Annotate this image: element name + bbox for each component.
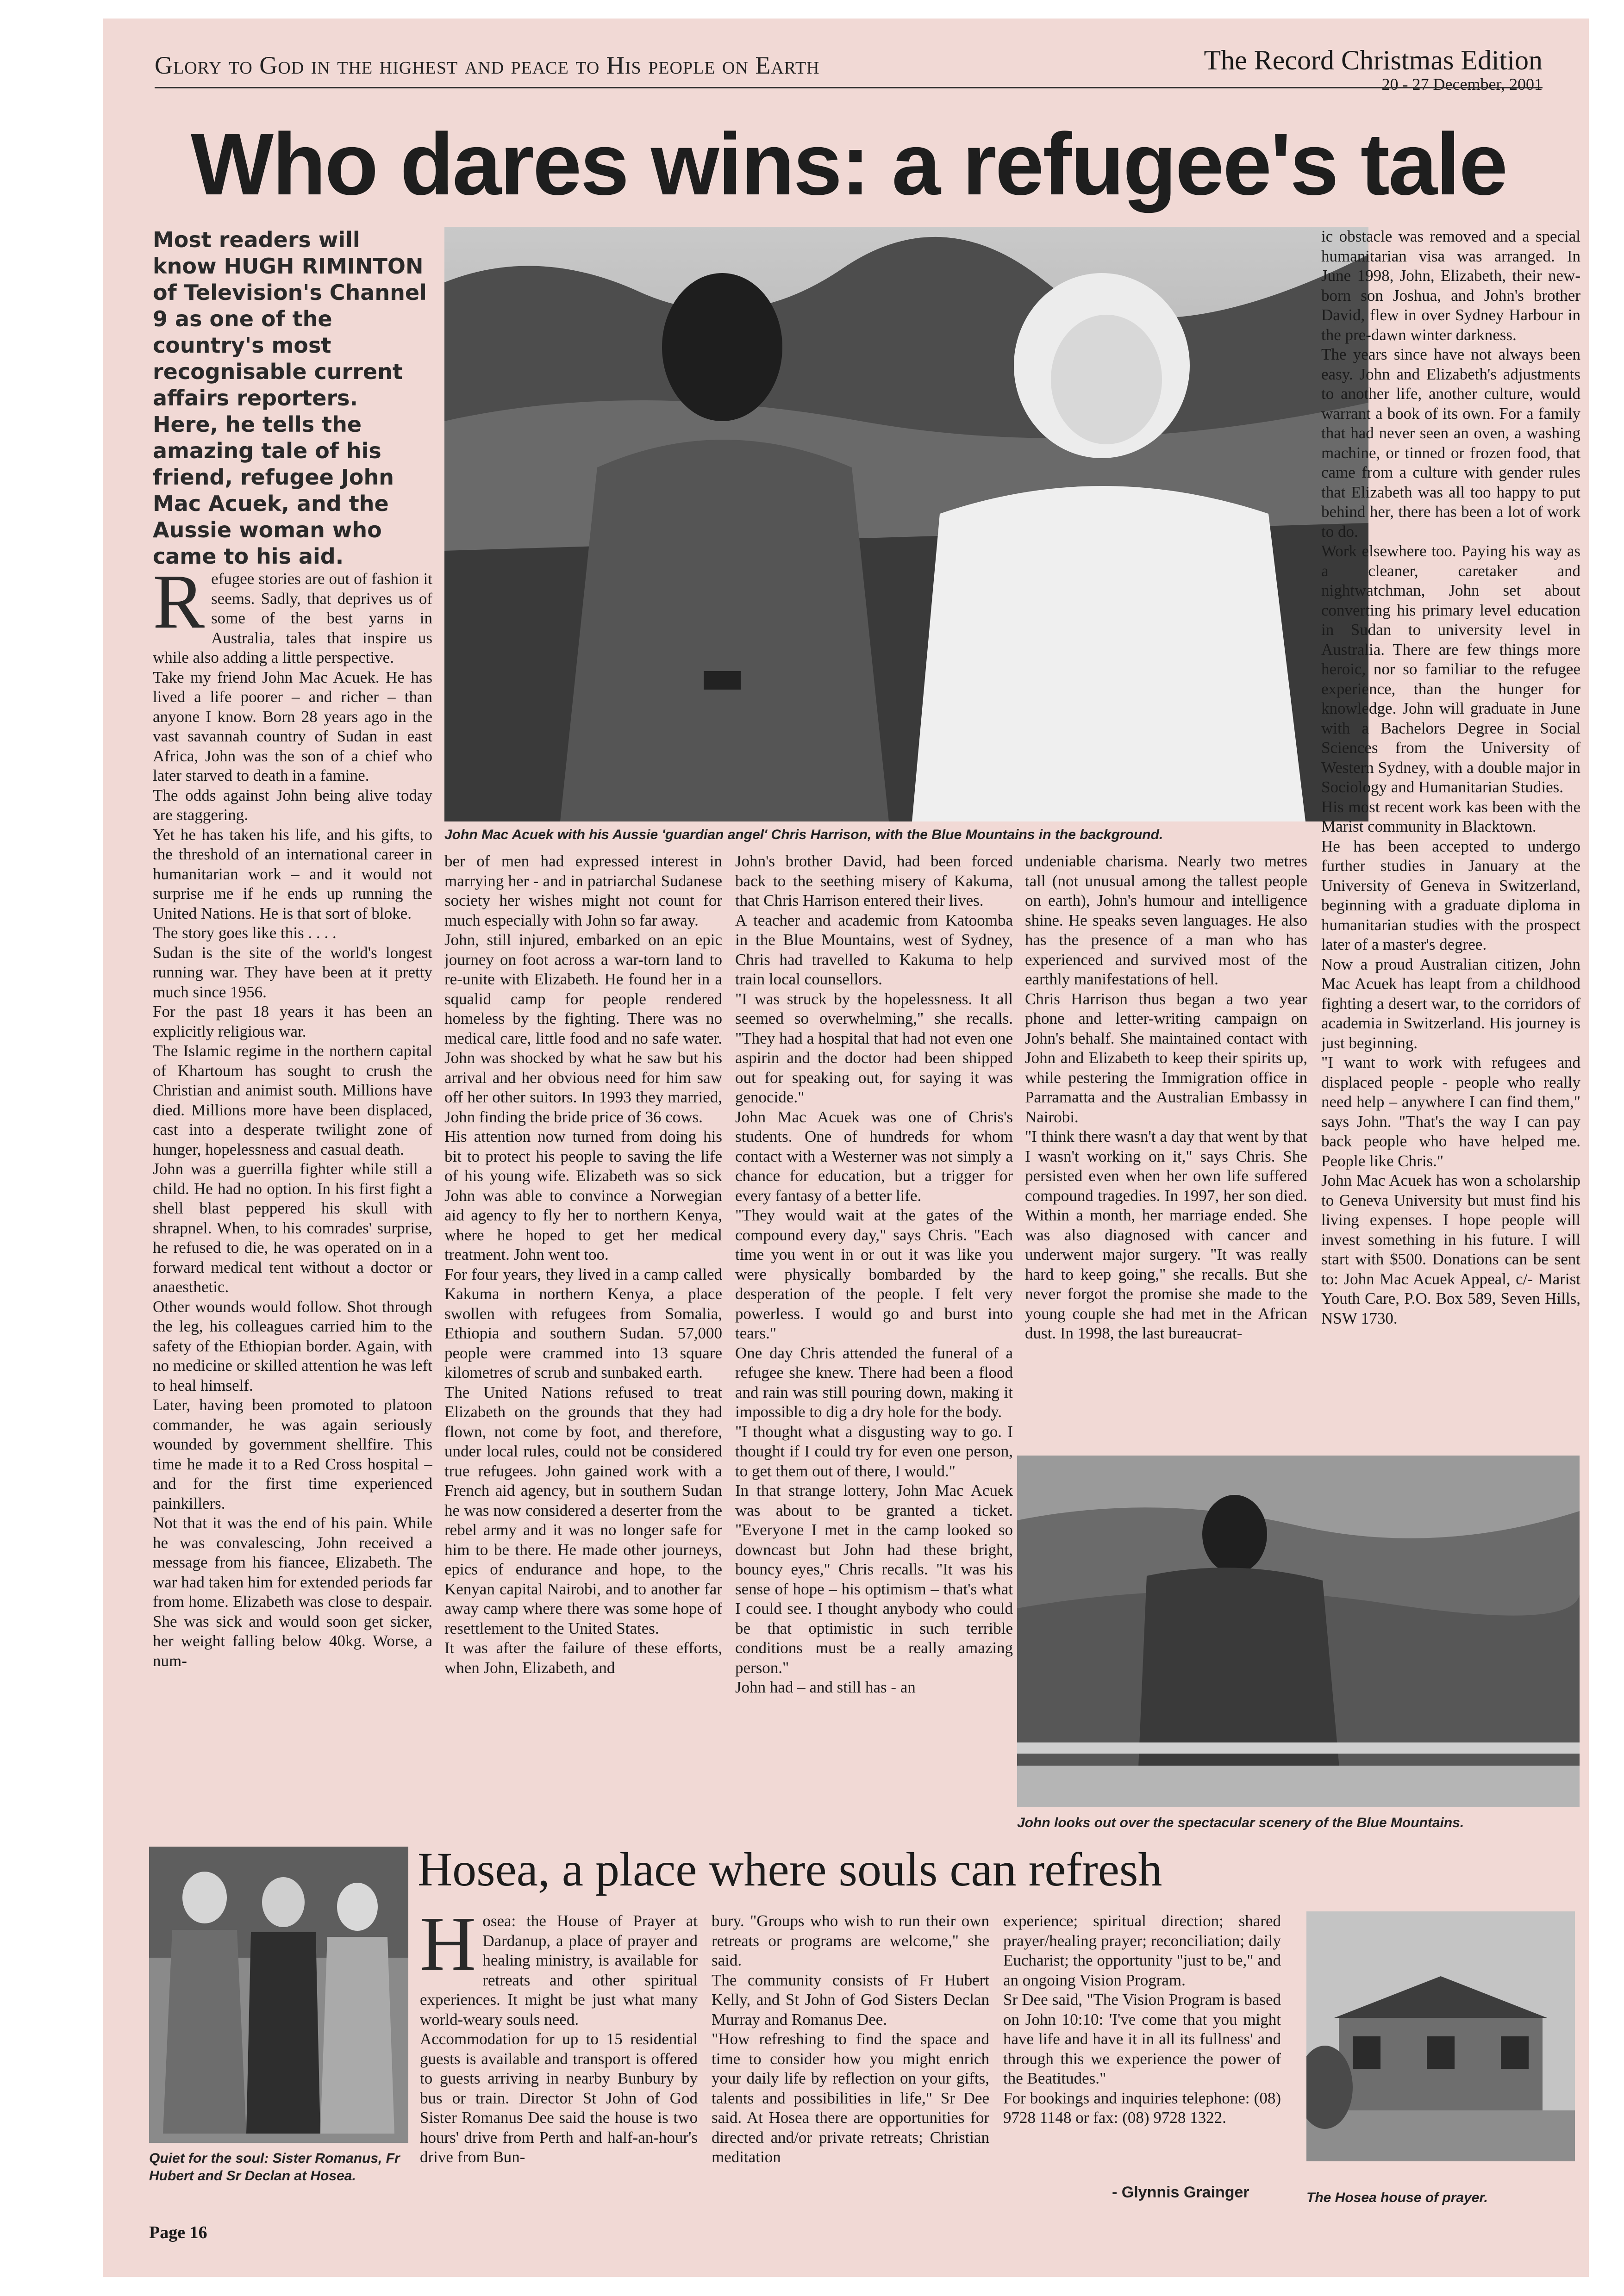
- feature-paragraph: undeniable charisma. Nearly two metres tall (not unusual among the tallest people on earth), John's humour and intelligence shine. He speaks seven languages. He also has the presence of a man who has experienced and survived most of the earthly manifestations of hell.: [1025, 852, 1307, 988]
- hosea-paragraph: Accommodation for up to 15 residential guests is available and transport is offered to guests arriving in nearby Bunbury by bus or train. Director St John of God Sister Romanus Dee said the house is two hours' drive from Perth and half-an-hour's drive from Bun-: [420, 2030, 698, 2166]
- feature-paragraph: John Mac Acuek was one of Chris's students. One of hundreds for whom contact with a Westerner was not simply a chance for education, but a trigger for every fantasy of a better life.: [735, 1108, 1013, 1205]
- hosea-house-caption: The Hosea house of prayer.: [1306, 2190, 1488, 2205]
- feature-headline: Who dares wins: a refugee's tale: [190, 115, 1507, 213]
- hosea-column-3: [1003, 1911, 1281, 2171]
- hosea-people-photo: [149, 1847, 408, 2143]
- feature-paragraph: "They would wait at the gates of the compound every day," says Chris. "Each time you went in or out it was like you were physically bombarded by the desperation of the people. I felt very powerless. I would go and burst into tears.": [735, 1206, 1013, 1342]
- feature-paragraph: The years since have not always been easy. John and Elizabeth's adjustments to another life, another culture, would warrant a book of its own. For a family that had never seen an oven, a washing machine, or tinned or frozen food, that came from a culture with gender rules that Elizabeth was all too happy to put behind her, there has been a lot of work to do.: [1321, 345, 1580, 541]
- feature-paragraph: ber of men had expressed interest in marrying her - and in patriarchal Sudanese society her wishes might not count for much especially with John so far away.: [444, 852, 722, 929]
- feature-paragraph: The Islamic regime in the northern capital of Khartoum has sought to crush the Christian and animist south. Millions have died. Millions more have been displaced, cast into a desperate twilight zone of hunger, hopelessness and casual death.: [153, 1042, 432, 1158]
- feature-paragraph: Work elsewhere too. Paying his way as a cleaner, caretaker and nightwatchman, John set about converting his primary level education in Sudan to university level in Australia. There are few things more heroic, nor so familiar to the refugee experience, than the hunger for knowledge. John will graduate in June with a Bachelors Degree in Social Sciences from the University of Western Sydney, with a double major in Sociology and Humanitarian Studies.: [1321, 542, 1580, 796]
- feature-paragraph: It was after the failure of these efforts, when John, Elizabeth, and: [444, 1639, 722, 1677]
- feature-paragraph: The story goes like this . . . .: [153, 924, 337, 942]
- feature-column-4: [1025, 852, 1307, 1462]
- masthead-motto: Glory to God in the highest and peace to His people on Earth: [155, 51, 820, 79]
- main-photo-caption: John Mac Acuek with his Aussie 'guardian angel' Chris Harrison, with the Blue Mountains in the background.: [444, 827, 1163, 842]
- feature-paragraph: His attention now turned from doing his bit to protect his people to saving the life of his young wife. Elizabeth was so sick John was able to convince a Norwegian aid agency to fly her to northern Kenya, where he hoped to get her medical treatment. John went too.: [444, 1127, 722, 1263]
- feature-paragraph: In that strange lottery, John Mac Acuek was about to be granted a ticket. "Everyone I met in the camp looked so downcast but John had these bright, bouncy eyes," Chris recalls. "It was his sense of hope – his optimism – that's what I could see. I thought anybody who could be that optimistic in such terrible conditions must be a really amazing person.": [735, 1481, 1013, 1677]
- feature-paragraph: Chris Harrison thus began a two year phone and letter-writing campaign on John's behalf. She maintained contact with John and Elizabeth to keep their spirits up, while pestering the Immigration office in Parramatta and the Australian Embassy in Nairobi.: [1025, 989, 1307, 1126]
- feature-paragraph: John's brother David, had been forced back to the seething misery of Kakuma, that Chris Harrison entered their lives.: [735, 852, 1013, 909]
- hosea-paragraph: Sr Dee said, "The Vision Program is based on John 10:10: 'I've come that you might have life and have it in all its fullness' and through this we experience the power of the Beatitudes.": [1003, 1991, 1281, 2087]
- hosea-paragraph: experience; spiritual direction; shared prayer/healing prayer; reconciliation; daily Eucharist; the opportunity "just to be," and an ongoing Vision Program.: [1003, 1912, 1281, 1989]
- feature-paragraph: "I thought what a disgusting way to go. I thought if I could try for even one person, to get them out of there, I would.": [735, 1422, 1013, 1480]
- hosea-paragraph: For bookings and inquiries telephone: (08) 9728 1148 or fax: (08) 9728 1322.: [1003, 2089, 1281, 2127]
- hosea-dropcap: H: [420, 1911, 476, 1987]
- edition-date: 20 - 27 December, 2001: [1381, 75, 1543, 93]
- hosea-people-caption: Quiet for the soul: Sister Romanus, Fr Hubert and Sr Declan at Hosea.: [149, 2151, 400, 2184]
- feature-paragraph: John Mac Acuek has won a scholarship to Geneva University but must find his living expenses. I hope people will invest something in his future. I will start with $500. Donations can be sent to: John Mac Acuek Appeal, c/- Marist Youth Care, P.O. Box 589, Seven Hills, NSW 1730.: [1321, 1171, 1580, 1327]
- page-number: Page 16: [149, 2223, 207, 2242]
- feature-paragraph: The United Nations refused to treat Elizabeth on the grounds that they had flown, not come by foot, and therefore, under local rules, could not be considered true refugees. John gained work with a French aid agency, but in southern Sudan he was now considered a deserter from the rebel army and it was no longer safe for him to be there. He made other journeys, epics of endurance and hope, to the Kenyan capital Nairobi, and to another far away camp where there was some hope of resettlement to the United States.: [444, 1383, 722, 1637]
- hosea-paragraph: osea: the House of Prayer at Dardanup, a place of prayer and healing ministry, is available for retreats and other spiritual experiences. It might be just what many world-weary souls need.: [420, 1912, 698, 2028]
- feature-paragraph: He has been accepted to undergo further studies in January at the University of Geneva in Switzerland, beginning with a graduate diploma in humanitarian studies with the prospect later of a master's degree.: [1321, 837, 1580, 953]
- hosea-headline: Hosea, a place where souls can refresh: [418, 1843, 1162, 1896]
- feature-paragraph: "I want to work with refugees and displaced people - people who really need help – anywhere I can find them," says John. "That's the way I can pay back people who have helped me. People like Chris.": [1321, 1053, 1580, 1170]
- main-photo: [444, 227, 1368, 821]
- hosea-byline: - Glynnis Grainger: [1112, 2184, 1249, 2201]
- hosea-house-photo: [1306, 1911, 1575, 2161]
- feature-paragraph: Later, having been promoted to platoon commander, he was again seriously wounded by government shellfire. This time he made it to a Red Cross hospital – and for the first time experienced painkillers.: [153, 1396, 432, 1512]
- feature-paragraph: John was a guerrilla fighter while still a child. He had no option. In his first fight a shell blast peppered his skull with shrapnel. When, to his comrades' surprise, he refused to die, he was operated on in a forward medical tent without a doctor or anaesthetic.: [153, 1160, 432, 1296]
- feature-paragraph: For the past 18 years it has been an explicitly religious war.: [153, 1002, 432, 1040]
- feature-standfirst: Most readers will know HUGH RIMINTON of Television's Channel 9 as one of the country's most recognisable current affairs reporters. Here, he tells the amazing tale of his friend, refugee John Mac Acuek, and the Aussie woman who came to his aid.: [153, 227, 427, 569]
- masthead-edition: [1204, 45, 1543, 93]
- feature-paragraph: Yet he has taken his life, and his gifts, to the threshold of an international career in humanitarian work – and it would not surprise me if he ends up running the United Nations. He is that sort of bloke.: [153, 825, 432, 922]
- feature-dropcap: R: [153, 569, 205, 645]
- feature-paragraph: efugee stories are out of fashion it seems. Sadly, that deprives us of some of the best yarns in Australia, tales that inspire us while also adding a little perspective.: [153, 570, 432, 666]
- feature-paragraph: The odds against John being alive today are staggering.: [153, 786, 432, 824]
- hosea-paragraph: The community consists of Fr Hubert Kelly, and St John of God Sisters Declan Murray and Romanus Dee.: [712, 1971, 989, 2028]
- feature-paragraph: John, still injured, embarked on an epic journey on foot across a war-torn land to re-unite with Elizabeth. He found her in a squalid camp for people rendered homeless by the fighting. There was no medical care, little food and no safe water. John was shocked by what he saw but his arrival and her obvious need for him saw off her other suitors. In 1993 they married, John finding the bride price of 36 cows.: [444, 931, 722, 1126]
- feature-paragraph: Other wounds would follow. Shot through the leg, his colleagues carried him to the safety of the Ethiopian border. Again, with no medicine or skilled attention he was left to heal himself.: [153, 1297, 432, 1394]
- feature-paragraph: "I was struck by the hopelessness. It all seemed so overwhelming," she recalls. "They had a hospital that had not even one aspirin and the doctor had been shipped out for speaking out, for saying it was genocide.": [735, 989, 1013, 1106]
- feature-paragraph: For four years, they lived in a camp called Kakuma in northern Kenya, a place swollen with refugees from Somalia, Ethiopia and southern Sudan. 57,000 people were crammed into 13 square kilometres of scrub and sunbaked earth.: [444, 1265, 722, 1381]
- feature-paragraph: Take my friend John Mac Acuek. He has lived a life poorer – and richer – than anyone I know. Born 28 years ago in the vast savannah country of Sudan in east Africa, John was the son of a chief who later starved to death in a famine.: [153, 668, 432, 784]
- mountains-photo: [1017, 1456, 1580, 1807]
- feature-column-5: [1321, 227, 1580, 1462]
- feature-column-1: [153, 569, 432, 1833]
- feature-paragraph: Now a proud Australian citizen, John Mac Acuek has leapt from a childhood fighting a desert war, to the corridors of academia in Switzerland. His journey is just beginning.: [1321, 955, 1580, 1052]
- hosea-column-2: [712, 1911, 989, 2217]
- feature-paragraph: His most recent work kas been with the Marist community in Blacktown.: [1321, 797, 1580, 835]
- feature-column-2: [444, 852, 722, 1833]
- feature-paragraph: One day Chris attended the funeral of a refugee she knew. There had been a flood and rain was still pouring down, making it impossible to dig a dry hole for the body.: [735, 1344, 1013, 1421]
- hosea-paragraph: "How refreshing to find the space and time to consider how you might enrich your daily life by reflection on your gifts, talents and possibilities in life," Sr Dee said. At Hosea there are opportunities for directed and/or private retreats; Christian meditation: [712, 2030, 989, 2166]
- feature-paragraph: "I think there wasn't a day that went by that I wasn't working on it," says Chris. She persisted even when her own life suffered compound tragedies. In 1997, her son died. Within a month, her marriage ended. She was also diagnosed with cancer and underwent major surgery. "It was really hard to keep going," she recalls. But she never forgot the promise she made to the young couple she had met in the African dust. In 1998, the last bureaucrat-: [1025, 1127, 1307, 1342]
- masthead-rule: [155, 87, 1543, 88]
- feature-paragraph: ic obstacle was removed and a special humanitarian visa was arranged. In June 1998, John, Elizabeth, their new-born son Joshua, and John's brother David, flew in over Sydney Harbour in the pre-dawn winter darkness.: [1321, 227, 1580, 344]
- mountains-photo-caption: John looks out over the spectacular scenery of the Blue Mountains.: [1017, 1815, 1464, 1830]
- feature-column-3: [735, 852, 1013, 1833]
- hosea-paragraph: bury. "Groups who wish to run their own retreats or programs are welcome," she said.: [712, 1912, 989, 1969]
- feature-paragraph: Not that it was the end of his pain. While he was convalescing, John received a message from his fiancee, Elizabeth. The war had taken him for extended periods far from home. Elizabeth was close to despair. She was sick and would soon get sicker, her weight falling below 40kg. Worse, a num-: [153, 1514, 432, 1670]
- feature-paragraph: A teacher and academic from Katoomba in the Blue Mountains, west of Sydney, Chris had travelled to Kakuma to help train local counsellors.: [735, 911, 1013, 988]
- newspaper-page: [103, 19, 1589, 2277]
- hosea-column-1: [420, 1911, 698, 2217]
- edition-title: The Record Christmas Edition: [1204, 45, 1543, 75]
- feature-paragraph: John had – and still has - an: [735, 1678, 916, 1696]
- feature-paragraph: Sudan is the site of the world's longest running war. They have been at it pretty much since 1956.: [153, 943, 432, 1001]
